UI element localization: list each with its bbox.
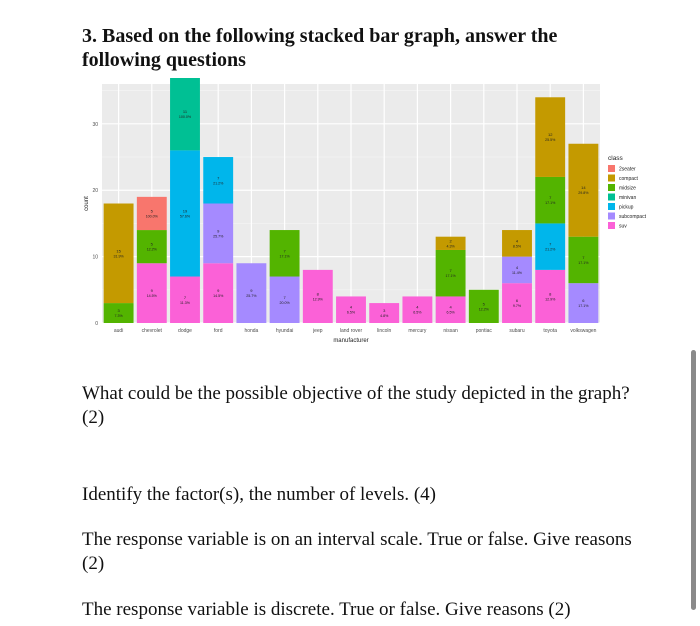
segment-percent-label: 12.2% — [146, 247, 157, 252]
x-tick-label: jeep — [313, 328, 323, 334]
legend-key-midsize — [608, 184, 615, 191]
segment-count-label: 7 — [549, 195, 552, 201]
segment-percent-label: 17.1% — [578, 260, 589, 265]
question-interval-scale: The response variable is on an interval scale. True or false. Give reasons (2) — [82, 529, 632, 574]
bar-segment-suv — [203, 263, 233, 323]
x-tick-label: lincoln — [377, 328, 392, 334]
legend-label-compact: compact — [619, 176, 638, 182]
segment-count-label: 4 — [515, 264, 519, 270]
segment-percent-label: 12.9% — [545, 297, 556, 302]
y-tick-label: 0 — [95, 321, 98, 327]
y-axis-title: count — [84, 196, 90, 211]
segment-count-label: 4 — [515, 238, 519, 244]
legend-key-pickup — [608, 203, 615, 210]
legend-key-2seater — [608, 165, 615, 172]
segment-percent-label: 21.2% — [213, 181, 224, 186]
segment-percent-label: 17.1% — [279, 254, 290, 259]
segment-percent-label: 31.9% — [113, 254, 124, 259]
segment-count-label: 8 — [549, 291, 552, 297]
segment-percent-label: 25.7% — [246, 294, 257, 299]
legend-title: class — [608, 155, 623, 162]
segment-percent-label: 12.2% — [478, 307, 489, 312]
x-tick-label: chevrolet — [141, 328, 162, 334]
segment-count-label: 2 — [449, 238, 452, 244]
x-tick-label: land rover — [339, 328, 363, 334]
legend-label-suv: suv — [619, 223, 627, 230]
segment-count-label: 4 — [416, 304, 419, 310]
stacked-bar-chart — [78, 78, 658, 378]
segment-count-label: 7 — [582, 254, 585, 260]
segment-percent-label: 17.1% — [445, 274, 456, 279]
segment-count-label: 7 — [217, 175, 220, 181]
x-tick-label: subaru — [509, 328, 525, 334]
segment-percent-label: 6.5% — [413, 310, 422, 315]
legend-label-2seater: 2seater — [619, 166, 636, 173]
chart-svg — [78, 78, 658, 378]
legend-key-subcompact — [608, 213, 615, 220]
segment-count-label: 9 — [250, 288, 253, 294]
segment-count-label: 7 — [449, 268, 452, 274]
legend-label-midsize: midsize — [619, 185, 636, 192]
x-tick-label: audi — [113, 328, 124, 334]
segment-count-label: 5 — [150, 241, 153, 247]
segment-percent-label: 4.8% — [380, 314, 389, 319]
question-objective: What could be the possible objective of the study depicted in the graph? (2) — [82, 383, 630, 428]
segment-count-label: 8 — [316, 291, 319, 297]
legend-key-minivan — [608, 194, 615, 201]
legend-label-pickup: pickup — [619, 204, 634, 211]
page-scrollbar[interactable] — [691, 350, 696, 610]
legend-label-subcompact: subcompact — [619, 214, 646, 220]
segment-percent-label: 6.5% — [446, 310, 455, 315]
segment-count-label: 5 — [150, 208, 153, 214]
segment-percent-label: 9.7% — [512, 304, 522, 309]
segment-percent-label: 100.0% — [145, 214, 158, 219]
segment-count-label: 3 — [383, 308, 386, 314]
segment-percent-label: 11.3% — [180, 300, 190, 305]
segment-count-label: 4 — [349, 304, 353, 310]
segment-percent-label: 7.3% — [114, 314, 123, 319]
segment-count-label: 19 — [182, 208, 188, 214]
segment-percent-label: 4.3% — [446, 244, 455, 249]
segment-count-label: 14 — [581, 185, 586, 191]
segment-count-label: 9 — [217, 288, 220, 294]
segment-count-label: 7 — [283, 294, 286, 300]
bar-segment-subcompact — [236, 263, 266, 323]
segment-percent-label: 25.5% — [545, 138, 556, 143]
segment-percent-label: 12.9% — [312, 297, 323, 302]
segment-count-label: 12 — [547, 132, 553, 138]
segment-percent-label: 57.6% — [179, 214, 191, 219]
segment-count-label: 7 — [183, 294, 187, 300]
segment-percent-label: 17.1% — [545, 201, 556, 206]
question-factors: Identify the factor(s), the number of levels. (4) — [82, 484, 437, 505]
segment-count-label: 4 — [449, 304, 452, 310]
bar-segment-suv — [137, 263, 167, 323]
segment-percent-label: 21.2% — [545, 247, 556, 252]
legend-key-suv — [608, 222, 615, 229]
y-tick-label: 20 — [92, 188, 98, 195]
segment-count-label: 9 — [150, 288, 153, 294]
segment-count-label: 7 — [549, 241, 552, 247]
x-tick-label: toyota — [543, 328, 558, 334]
x-tick-label: volkswagen — [570, 328, 597, 334]
segment-percent-label: 17.1% — [578, 304, 589, 309]
segment-percent-label: 11.4% — [512, 270, 522, 275]
question-heading: 3. Based on the following stacked bar graph, answer the following questions — [82, 25, 558, 71]
segment-percent-label: 29.8% — [578, 191, 589, 196]
bar-segment-subcompact — [203, 204, 233, 264]
x-tick-label: pontiac — [475, 328, 492, 334]
segment-percent-label: 100.0% — [178, 114, 192, 119]
segment-count-label: 5 — [482, 301, 485, 307]
question-discrete: The response variable is discrete. True or false. Give reasons (2) — [82, 599, 571, 620]
segment-percent-label: 14.5% — [213, 294, 224, 299]
y-tick-label: 10 — [92, 254, 98, 261]
segment-percent-label: 25.7% — [213, 234, 224, 239]
x-axis-title: manufacturer — [333, 338, 369, 344]
x-tick-label: honda — [244, 328, 259, 334]
x-tick-label: hyundai — [275, 328, 294, 334]
x-tick-label: dodge — [178, 328, 192, 334]
segment-count-label: 6 — [515, 298, 519, 304]
segment-count-label: 7 — [283, 248, 286, 254]
segment-percent-label: 8.5% — [512, 244, 522, 249]
segment-count-label: 11 — [182, 108, 188, 114]
x-tick-label: mercury — [408, 328, 427, 334]
segment-count-label: 3 — [117, 308, 120, 314]
x-tick-label: ford — [213, 328, 223, 334]
segment-count-label: 15 — [116, 248, 121, 254]
x-tick-label: nissan — [443, 328, 458, 334]
segment-count-label: 6 — [582, 298, 585, 304]
segment-percent-label: 14.5% — [146, 294, 157, 299]
segment-count-label: 9 — [217, 228, 220, 234]
y-tick-label: 30 — [92, 121, 98, 128]
segment-percent-label: 20.0% — [279, 300, 290, 305]
legend-key-compact — [608, 175, 615, 182]
legend-label-minivan: minivan — [619, 195, 637, 201]
segment-percent-label: 6.5% — [346, 310, 356, 315]
